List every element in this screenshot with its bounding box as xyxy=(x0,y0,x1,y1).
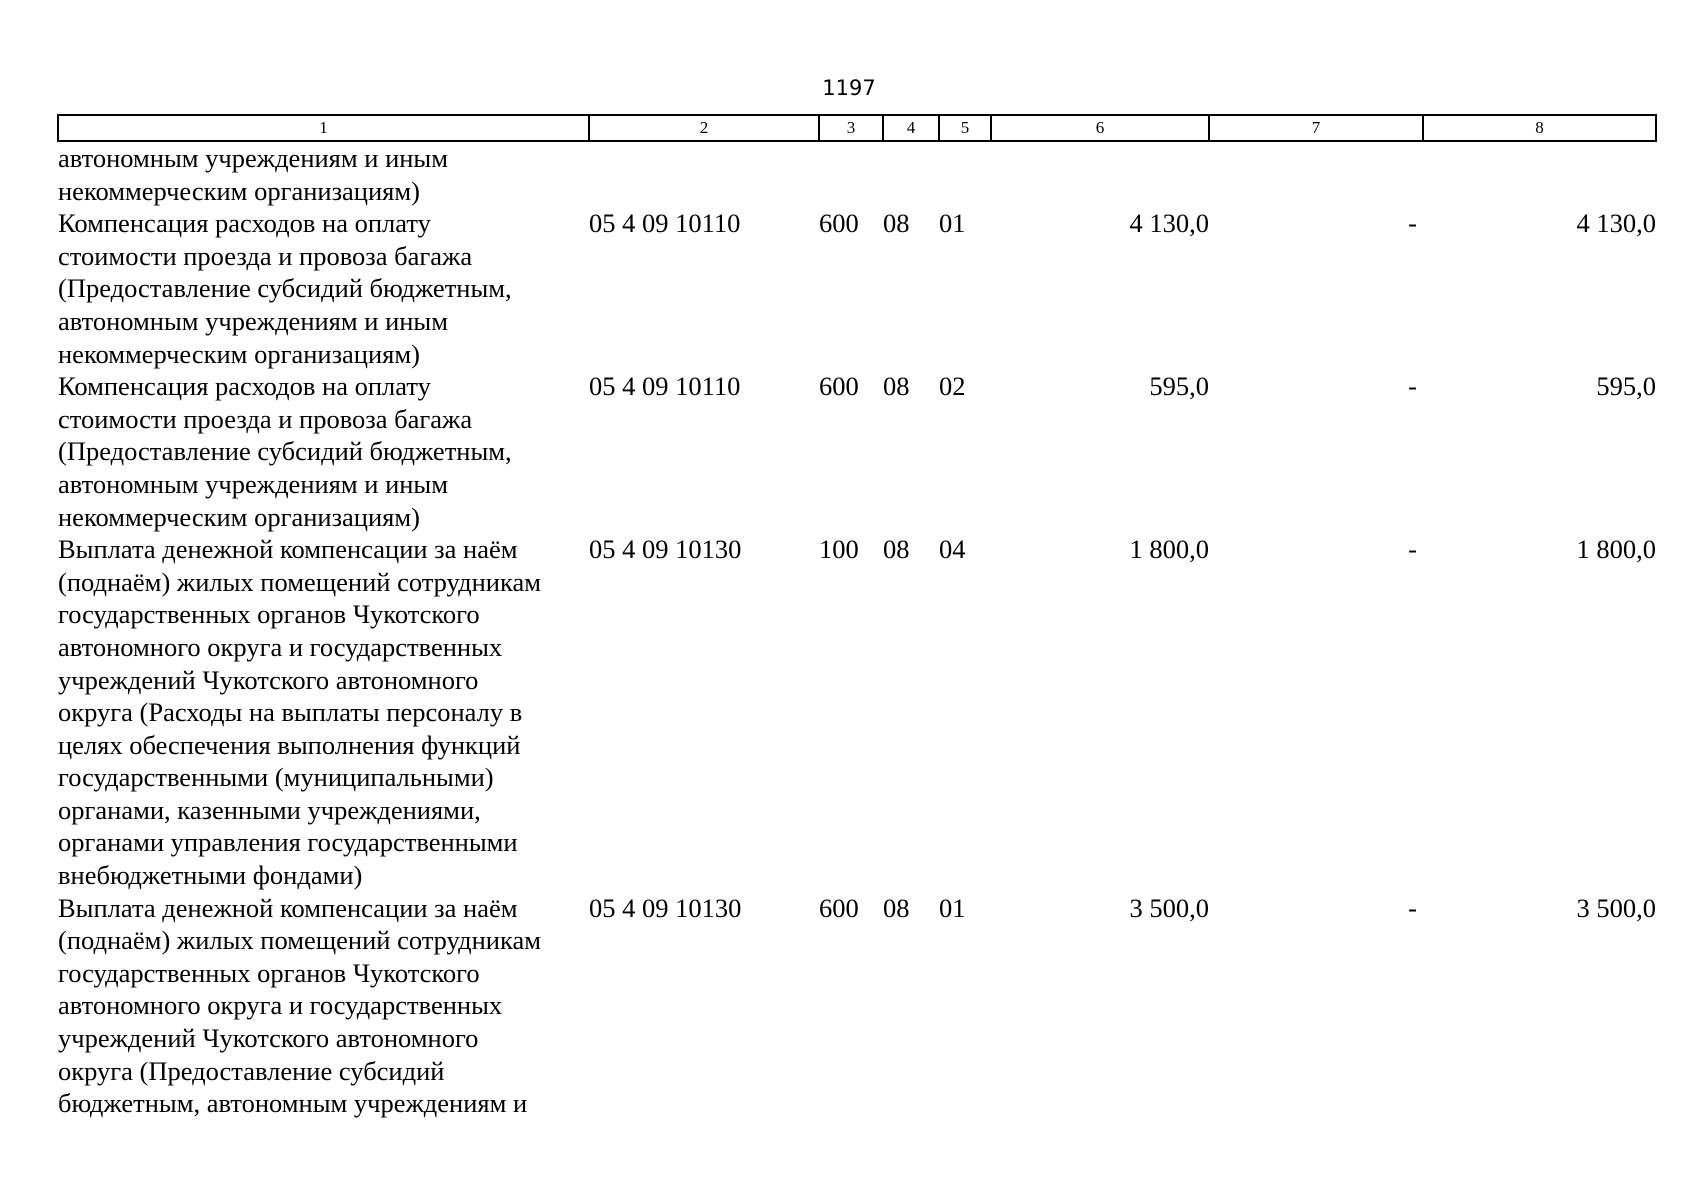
table-row xyxy=(58,207,1656,370)
row-code-cell: 05 4 09 10110 xyxy=(589,371,741,402)
row-col4-cell: 08 xyxy=(883,371,910,402)
row-col3-cell: 100 xyxy=(819,534,859,565)
row-name-line: автономным учреждениям и иным xyxy=(58,143,449,173)
row-name-line: Выплата денежной компенсации за наём xyxy=(58,534,518,565)
row-name-line: стоимости проезда и провоза багажа xyxy=(58,403,473,434)
table-row xyxy=(58,892,1656,1120)
row-col6-cell: 3 500,0 xyxy=(1129,892,1209,923)
row-col8-cell: 595,0 xyxy=(1596,371,1656,402)
row-col5-cell: 01 xyxy=(939,892,966,923)
column-number-header-row xyxy=(58,115,1656,141)
row-name-line: органами, казенными учреждениями, xyxy=(58,794,481,825)
row-name-line: Компенсация расходов на оплату xyxy=(58,208,431,239)
column-header-4: 4 xyxy=(883,115,939,141)
row-name-line: Компенсация расходов на оплату xyxy=(58,371,431,402)
column-header-7: 7 xyxy=(1209,115,1423,141)
row-col3-cell xyxy=(819,141,883,207)
table-row xyxy=(58,141,1656,207)
row-name-line: округа (Расходы на выплаты персоналу в xyxy=(58,697,523,728)
row-name-line: бюджетным, автономным учреждениям и xyxy=(58,1088,528,1119)
row-code-cell: 05 4 09 10130 xyxy=(589,892,742,923)
row-col7-cell: - xyxy=(1408,371,1417,402)
row-name-cell xyxy=(58,533,589,892)
row-name-line: учреждений Чукотского автономного xyxy=(58,664,479,695)
row-name-line: Выплата денежной компенсации за наём xyxy=(58,892,518,923)
table-row xyxy=(58,533,1656,892)
row-col6-cell: 1 800,0 xyxy=(1129,534,1209,565)
row-name-line: стоимости проезда и провоза багажа xyxy=(58,240,473,271)
row-col4-cell: 08 xyxy=(883,534,910,565)
row-col3-cell: 600 xyxy=(819,892,859,923)
row-col4-cell: 08 xyxy=(883,892,910,923)
row-name-line: автономным учреждениям и иным xyxy=(58,468,449,499)
column-header-3: 3 xyxy=(819,115,883,141)
column-header-6: 6 xyxy=(991,115,1209,141)
row-name-line: некоммерческим организациям) xyxy=(58,501,420,532)
row-name-line: государственных органов Чукотского xyxy=(58,957,480,988)
column-header-1: 1 xyxy=(58,115,589,141)
row-name-cell xyxy=(58,207,589,370)
row-col7-cell xyxy=(1209,141,1423,207)
row-name-line: округа (Предоставление субсидий xyxy=(58,1055,445,1086)
row-code-cell: 05 4 09 10130 xyxy=(589,534,742,565)
row-col6-cell: 4 130,0 xyxy=(1129,208,1209,239)
row-col5-cell: 02 xyxy=(939,371,966,402)
row-col5-cell: 01 xyxy=(939,208,966,239)
budget-table xyxy=(57,114,1657,1120)
row-name-line: учреждений Чукотского автономного xyxy=(58,1023,479,1054)
row-col3-cell: 600 xyxy=(819,208,859,239)
row-col6-cell: 595,0 xyxy=(1149,371,1209,402)
page-number: 1197 xyxy=(822,76,876,100)
row-code-cell: 05 4 09 10110 xyxy=(589,208,741,239)
row-name-line: автономным учреждениям и иным xyxy=(58,305,449,336)
row-col8-cell: 4 130,0 xyxy=(1576,208,1656,239)
row-name-line: государственными (муниципальными) xyxy=(58,762,494,793)
row-col4-cell: 08 xyxy=(883,208,910,239)
row-name-line: (Предоставление субсидий бюджетным, xyxy=(58,273,512,304)
row-code-cell xyxy=(589,141,819,207)
column-header-8: 8 xyxy=(1423,115,1656,141)
row-name-line: автономного округа и государственных xyxy=(58,631,503,662)
row-col7-cell: - xyxy=(1408,208,1417,239)
row-col8-cell xyxy=(1423,141,1656,207)
row-name-line: (поднаём) жилых помещений сотрудникам xyxy=(58,925,541,956)
row-name-line: (поднаём) жилых помещений сотрудникам xyxy=(58,566,541,597)
row-name-line: государственных органов Чукотского xyxy=(58,599,480,630)
row-name-line: (Предоставление субсидий бюджетным, xyxy=(58,436,512,467)
row-col5-cell: 04 xyxy=(939,534,966,565)
row-col4-cell xyxy=(883,141,939,207)
column-header-5: 5 xyxy=(939,115,991,141)
row-name-cell xyxy=(58,141,589,207)
row-col5-cell xyxy=(939,141,991,207)
row-col6-cell xyxy=(991,141,1209,207)
column-header-2: 2 xyxy=(589,115,819,141)
table-row xyxy=(58,370,1656,533)
row-col7-cell: - xyxy=(1408,892,1417,923)
row-col8-cell: 3 500,0 xyxy=(1576,892,1656,923)
row-name-line: некоммерческим организациям) xyxy=(58,175,420,206)
row-name-line: автономного округа и государственных xyxy=(58,990,503,1021)
row-name-cell xyxy=(58,370,589,533)
row-name-line: внебюджетными фондами) xyxy=(58,860,363,891)
row-name-line: органами управления государственными xyxy=(58,827,518,858)
row-name-cell xyxy=(58,892,589,1120)
row-col7-cell: - xyxy=(1408,534,1417,565)
row-name-line: некоммерческим организациям) xyxy=(58,338,420,369)
row-name-line: целях обеспечения выполнения функций xyxy=(58,729,521,760)
row-col8-cell: 1 800,0 xyxy=(1576,534,1656,565)
row-col3-cell: 600 xyxy=(819,371,859,402)
